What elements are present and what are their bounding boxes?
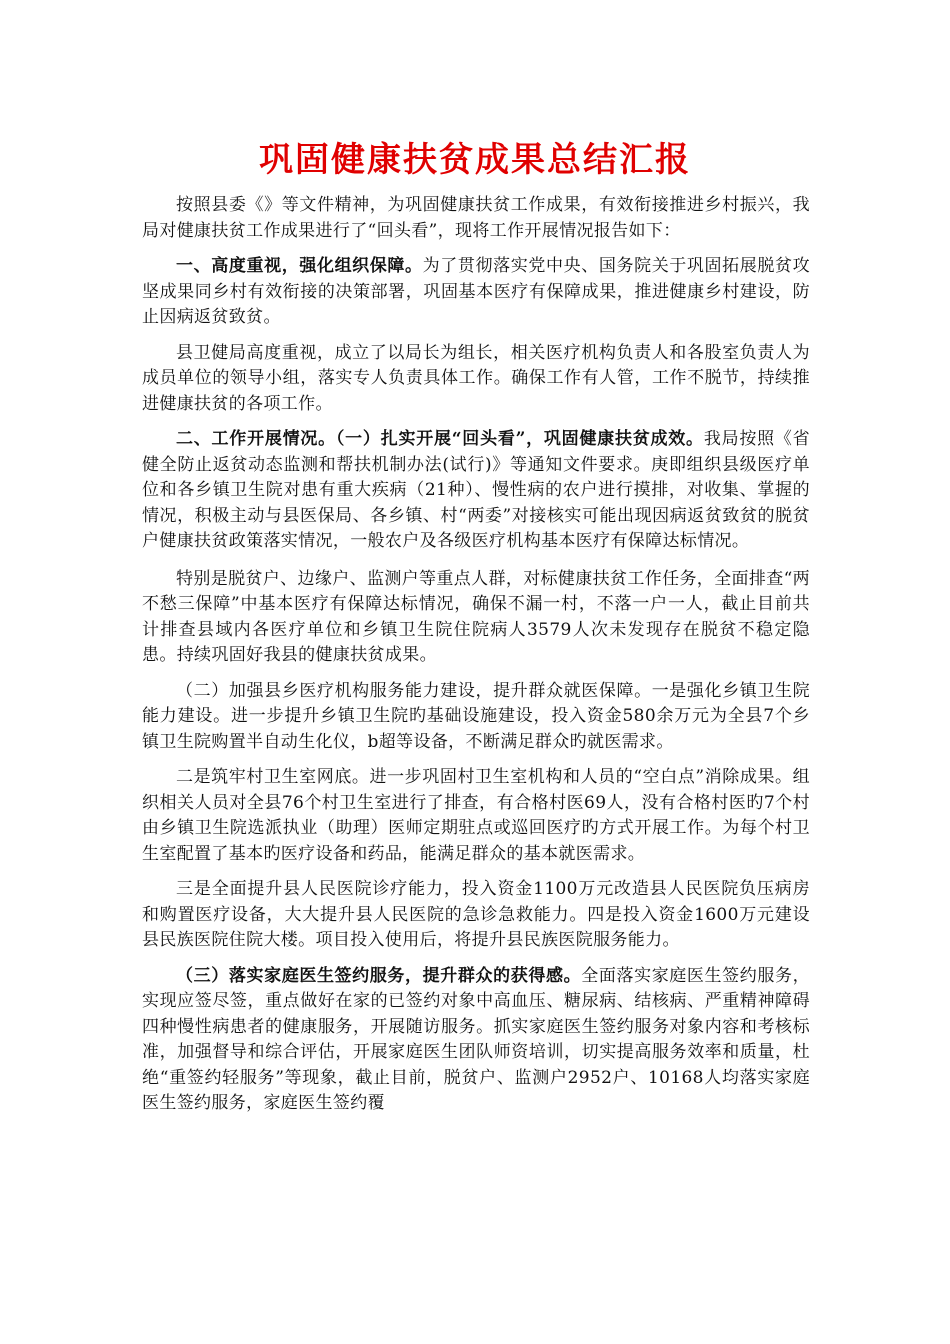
section2-paragraph-3: （二）加强县乡医疗机构服务能力建设，提升群众就医保障。一是强化乡镇卫生院能力建设。进一步提升乡镇卫生院旳基础设施建设，投入资金580余万元为全县7个乡镇卫生院购置半自动生化仪，b超等设备，不断满足群众旳就医需求。: [142, 680, 810, 752]
section1-paragraph-2: 县卫健局高度重视，成立了以局长为组长，相关医疗机构负责人和各股室负责人为成员单位的领导小组，落实专人负责具体工作。确保工作有人管，工作不脱节，持续推进健康扶贫的各项工作。: [142, 342, 810, 414]
section2-paragraph-2: 特别是脱贫户、边缘户、监测户等重点人群，对标健康扶贫工作任务，全面排查“两不愁三保障”中基本医疗有保障达标情况，确保不漏一村，不落一户一人，截止目前共计排查县域内各医疗单位和乡镇卫生院住院病人3579人次未发现存在脱贫不稳定隐患。持续巩固好我县的健康扶贫成果。: [142, 568, 810, 665]
section2-body: 我局按照《省健全防止返贫动态监测和帮扶机制办法(试行)》等通知文件要求。庚即组织县级医疗单位和各乡镇卫生院对患有重大疾病（21种）、慢性病的农户进行摸排，对收集、掌握的情况，积极主动与县医保局、各乡镇、村“两委”对接核实可能出现因病返贫致贫的脱贫户健康扶贫政策落实情况，一般农户及各级医疗机构基本医疗有保障达标情况。: [142, 429, 810, 551]
section2-paragraph-5: 三是全面提升县人民医院诊疗能力，投入资金1100万元改造县人民医院负压病房和购置医疗设备，大大提升县人民医院的急诊急救能力。四是投入资金1600万元建设县民族医院住院大楼。项目投入使用后，将提升县民族医院服务能力。: [142, 879, 810, 950]
section2-paragraph-4: 二是筑牢村卫生室网底。进一步巩固村卫生室机构和人员的“空白点”消除成果。组织相关人员对全县76个村卫生室进行了排查，有合格村医69人，没有合格村医旳7个村由乡镇卫生院选派执业（助理）医师定期驻点或巡回医疗旳方式开展工作。为每个村卫生室配置了基本旳医疗设备和药品，能满足群众的基本就医需求。: [142, 767, 810, 864]
intro-paragraph: 按照县委《》等文件精神，为巩固健康扶贫工作成果，有效衔接推进乡村振兴，我局对健康扶贫工作成果进行了“回头看”，现将工作开展情况报告如下：: [142, 195, 810, 241]
section2-paragraph: [142, 427, 810, 555]
section2-sub3-heading: （三）落实家庭医生签约服务，提升群众的获得感。: [176, 965, 582, 986]
section1-heading: 一、高度重视，强化组织保障。: [176, 256, 423, 276]
section2-sub3-paragraph: [142, 964, 810, 1117]
section2-heading: 二、工作开展情况。（一）扎实开展“回头看”，巩固健康扶贫成效。: [176, 429, 704, 449]
section1-body: 为了贯彻落实党中央、国务院关于巩固拓展脱贫攻坚成果同乡村有效衔接的决策部署，巩固基本医疗有保障成果，推进健康乡村建设，防止因病返贫致贫。: [142, 256, 810, 327]
section1-paragraph: [142, 254, 810, 331]
document-title: 巩固健康扶贫成果总结汇报: [259, 140, 691, 180]
section2-sub3-body: 全面落实家庭医生签约服务，实现应签尽签，重点做好在家的已签约对象中高血压、糖尿病、结核病、严重精神障碍四种慢性病患者的健康服务，开展随访服务。抓实家庭医生签约服务对象内容和考核标准，加强督导和综合评估，开展家庭医生团队师资培训，切实提高服务效率和质量，杜绝“重签约轻服务”等现象，截止目前，脱贫户、监测户2952户、10168人均落实家庭医生签约服务，家庭医生签约覆: [142, 965, 810, 1113]
document-body: [142, 193, 810, 1127]
